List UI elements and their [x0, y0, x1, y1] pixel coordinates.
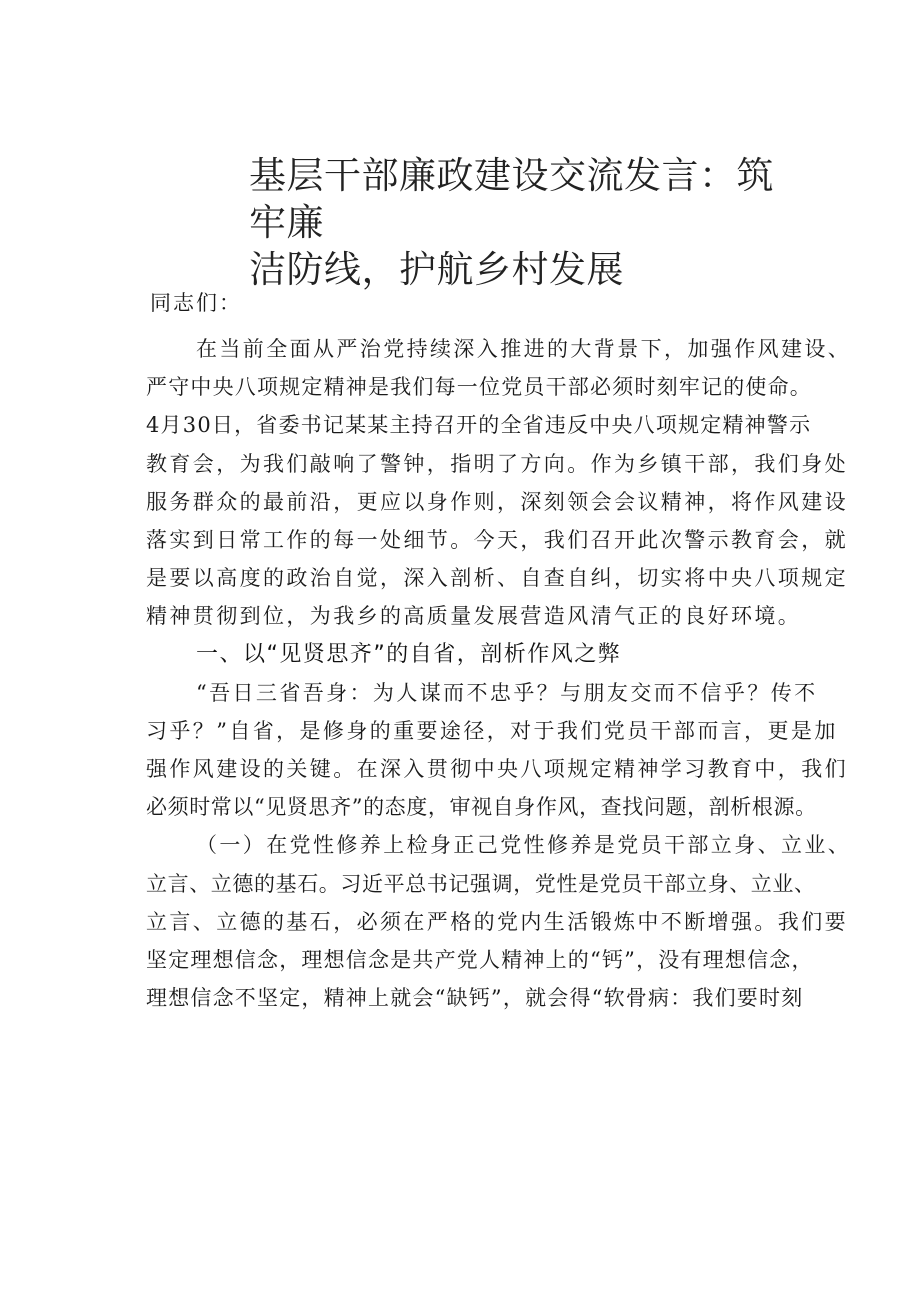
paragraph-line: 理想信念不坚定，精神上就会“缺钙”，就会得“软骨病：我们要时刻	[146, 986, 804, 1011]
document-body	[146, 330, 852, 1017]
section-heading: 一、以“见贤思齐”的自省，剖析作风之弊	[196, 641, 622, 667]
paragraph-line: 强作风建设的关键。在深入贯彻中央八项规定精神学习教育中，我们	[146, 757, 848, 782]
paragraph-line: 服务群众的最前沿，更应以身作则，深刻领会会议精神，将作风建设	[146, 489, 848, 514]
paragraph-line: 立言、立德的基石。习近平总书记强调，党性是党员干部立身、立业、	[146, 871, 816, 896]
paragraph-line: 落实到日常工作的每一处细节。今天，我们召开此次警示教育会，就	[146, 527, 848, 552]
salutation: 同志们：	[150, 291, 242, 315]
paragraph-line: 立言、立德的基石，必须在严格的党内生活锻炼中不断增强。我们要	[146, 909, 848, 934]
paragraph-line: 必须时常以“见贤思齐”的态度，审视自身作风，查找问题，剖析根源。	[146, 795, 817, 820]
title-line-1: 基层干部廉政建设交流发言：筑牢廉	[249, 154, 774, 244]
paragraph-line: “吾日三省吾身：为人谋而不忠乎？与朋友交而不信乎？传不	[196, 680, 818, 705]
document-title	[249, 152, 809, 293]
paragraph-line: 习乎？”自省，是修身的重要途径，对于我们党员干部而言，更是加	[146, 718, 838, 743]
paragraph-line: 坚定理想信念，理想信念是共产党人精神上的“钙”，没有理想信念，	[146, 948, 814, 972]
paragraph-line: 在当前全面从严治党持续深入推进的大背景下，加强作风建设、	[196, 337, 852, 361]
paragraph-line: 是要以高度的政治自觉，深入剖析、自查自纠，切实将中央八项规定	[146, 566, 848, 591]
paragraph-line: 4月30日，省委书记某某主持召开的全省违反中央八项规定精神警示	[146, 413, 812, 438]
paragraph-line: （一）在党性修养上检身正己党性修养是党员干部立身、立业、	[196, 833, 852, 858]
paragraph-line: 精神贯彻到位，为我乡的高质量发展营造风清气正的良好环境。	[146, 604, 802, 629]
paragraph-line: 教育会，为我们敲响了警钟，指明了方向。作为乡镇干部，我们身处	[146, 451, 848, 476]
paragraph-line: 严守中央八项规定精神是我们每一位党员干部必须时刻牢记的使命。	[146, 375, 812, 400]
title-line-2: 洁防线，护航乡村发展	[249, 248, 624, 291]
